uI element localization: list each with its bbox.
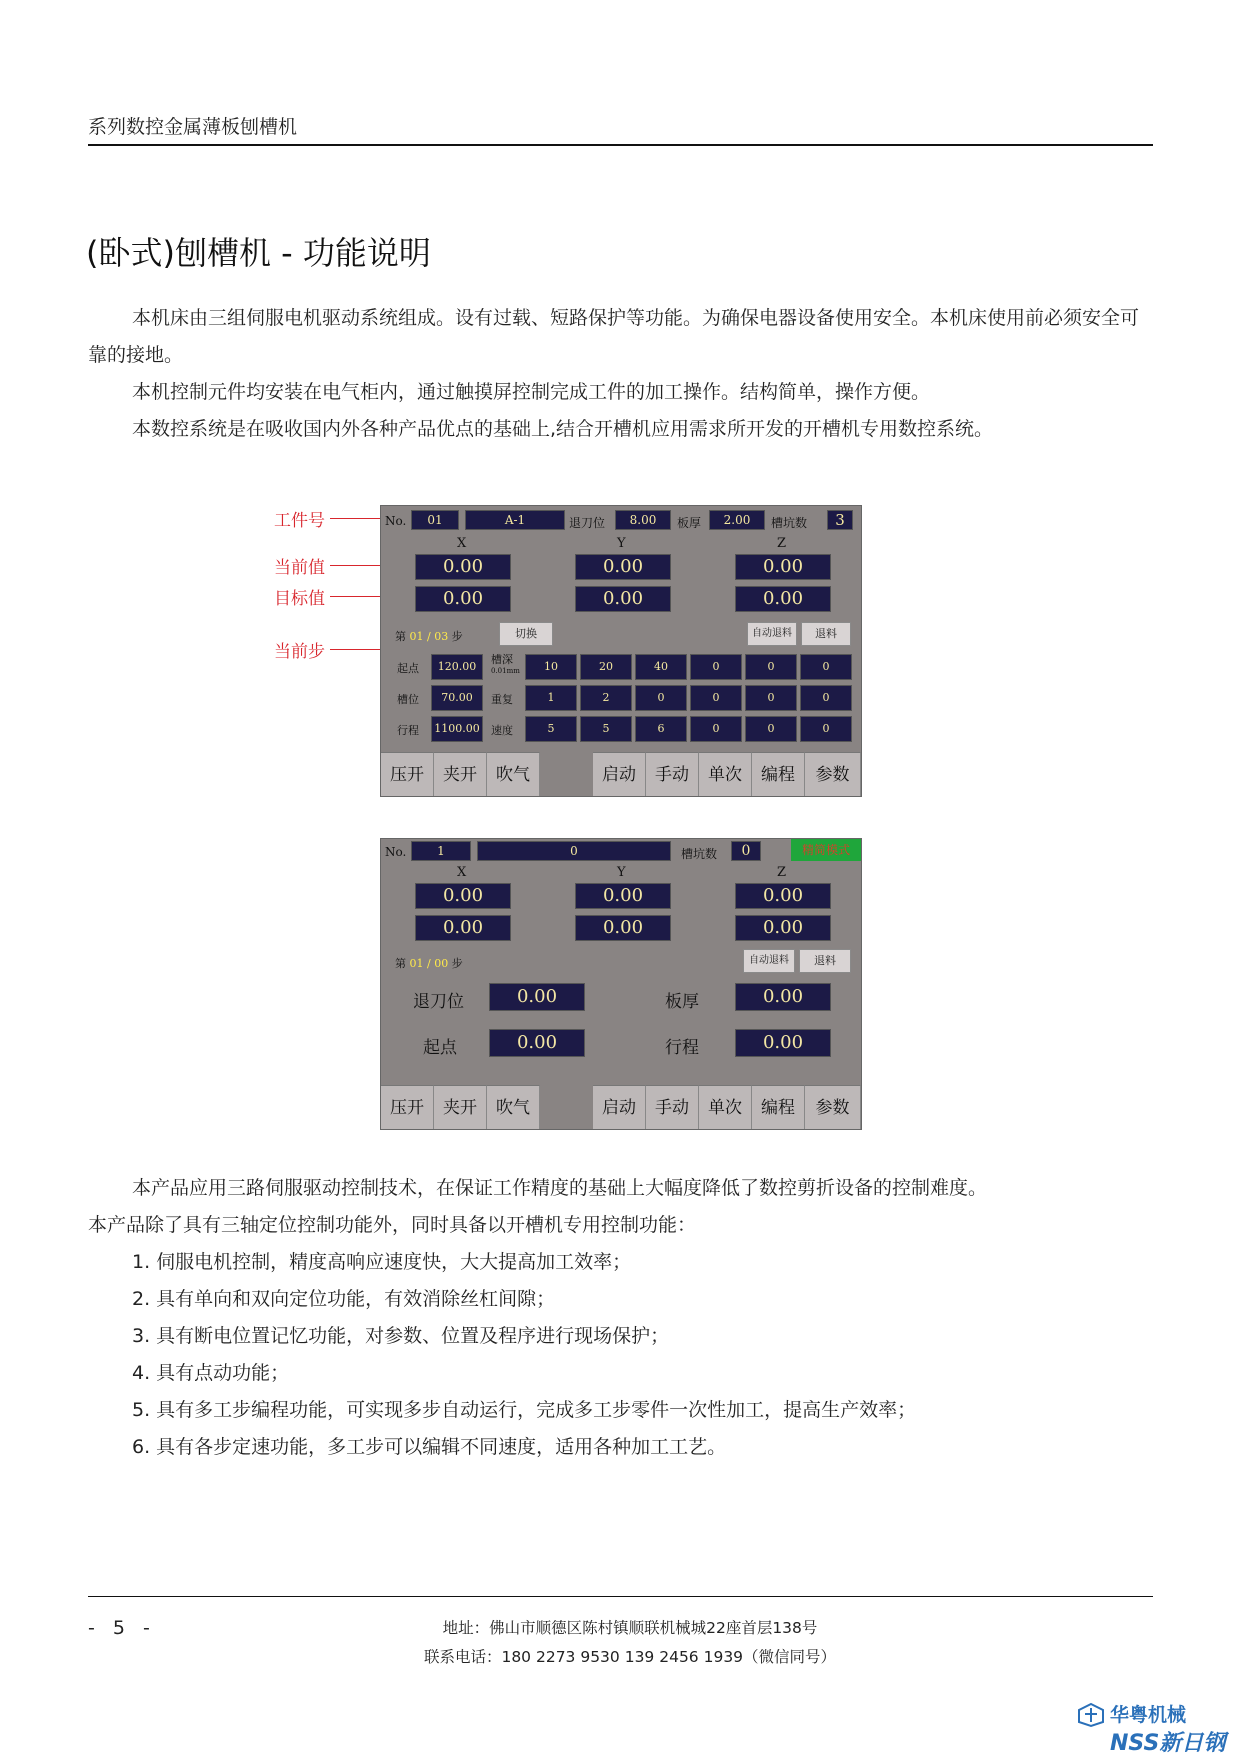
no-label: No. <box>385 845 407 859</box>
annotation-line <box>330 518 380 519</box>
travel-label: 行程 <box>665 1038 699 1058</box>
auto-retreat-button[interactable]: 自动退料 <box>747 622 797 646</box>
annotation-step: 当前步 <box>274 642 325 662</box>
switch-button[interactable]: 切换 <box>499 622 553 646</box>
axis-y-label: Y <box>617 536 626 551</box>
thickness-label: 板厚 <box>665 992 699 1012</box>
clamp-open-button[interactable]: 夹开 <box>434 752 487 796</box>
speed-cell[interactable]: 0 <box>800 716 852 742</box>
start-field[interactable]: 120.00 <box>431 654 483 680</box>
retract-field[interactable]: 8.00 <box>615 510 671 530</box>
retreat-button[interactable]: 退料 <box>801 622 851 646</box>
grooves-label: 槽坑数 <box>681 847 718 861</box>
slot-field[interactable]: 70.00 <box>431 685 483 711</box>
grooves-field[interactable]: 3 <box>827 510 853 530</box>
depth-unit: 0.01mm <box>491 667 520 675</box>
page-number: - 5 - <box>88 1617 156 1639</box>
company-logo-icon <box>1076 1702 1106 1728</box>
target-x[interactable]: 0.00 <box>415 586 511 612</box>
repeat-cell[interactable]: 0 <box>635 685 687 711</box>
axis-z-label: Z <box>777 865 787 880</box>
manual-button[interactable]: 手动 <box>646 1085 699 1129</box>
travel-field[interactable]: 1100.00 <box>431 716 483 742</box>
single-button[interactable]: 单次 <box>699 752 752 796</box>
speed-cell[interactable]: 0 <box>690 716 742 742</box>
speed-cell[interactable]: 5 <box>525 716 577 742</box>
step-indicator: 第 01 / 00 步 <box>395 957 463 970</box>
target-y[interactable]: 0.00 <box>575 586 671 612</box>
current-y: 0.00 <box>575 883 671 909</box>
feature-item: 5. 具有多工步编程功能，可实现多步自动运行，完成多工步零件一次性加工，提高生产效率； <box>132 1399 917 1421</box>
header-divider <box>88 144 1153 146</box>
workpiece-no-field[interactable]: 1 <box>411 841 471 861</box>
parameter-button[interactable]: 参数 <box>805 752 861 796</box>
retreat-button[interactable]: 退料 <box>799 949 851 973</box>
speed-label: 速度 <box>491 724 513 737</box>
repeat-cell[interactable]: 0 <box>800 685 852 711</box>
program-button[interactable]: 编程 <box>752 1085 805 1129</box>
start-button[interactable]: 启动 <box>593 752 646 796</box>
depth-cell[interactable]: 10 <box>525 654 577 680</box>
feature-item: 6. 具有各步定速功能，多工步可以编辑不同速度，适用各种加工工艺。 <box>132 1436 727 1458</box>
footer-address: 地址：佛山市顺德区陈村镇顺联机械城22座首层138号 <box>442 1619 818 1637</box>
target-y[interactable]: 0.00 <box>575 915 671 941</box>
press-open-button[interactable]: 压开 <box>381 752 434 796</box>
footer-divider <box>88 1596 1153 1597</box>
retract-label: 退刀位 <box>413 992 464 1012</box>
body-paragraph-1: 本产品应用三路伺服驱动控制技术，在保证工作精度的基础上大幅度降低了数控剪折设备的控制难度。 <box>132 1177 988 1199</box>
feature-item: 2. 具有单向和双向定位功能，有效消除丝杠间隙； <box>132 1288 556 1310</box>
feature-item: 4. 具有点动功能； <box>132 1362 290 1384</box>
repeat-cell[interactable]: 0 <box>690 685 742 711</box>
company-logo-cn: 华粤机械 <box>1110 1704 1187 1726</box>
simple-mode-badge[interactable]: 精简模式 <box>791 839 861 861</box>
section-title: (卧式)刨槽机 - 功能说明 <box>86 234 431 272</box>
current-x: 0.00 <box>415 554 511 580</box>
grooves-field[interactable]: 0 <box>731 841 761 861</box>
company-logo-en: NSS新日钢 <box>1110 1731 1226 1756</box>
travel-field[interactable]: 0.00 <box>735 1029 831 1057</box>
slot-label: 槽位 <box>397 693 419 706</box>
annotation-current: 当前值 <box>274 558 325 578</box>
target-z[interactable]: 0.00 <box>735 915 831 941</box>
speed-cell[interactable]: 0 <box>745 716 797 742</box>
travel-label: 行程 <box>397 724 419 737</box>
repeat-cell[interactable]: 0 <box>745 685 797 711</box>
intro-paragraph-2: 本机控制元件均安装在电气柜内，通过触摸屏控制完成工件的加工操作。结构简单，操作方便。 <box>132 381 931 403</box>
parameter-button[interactable]: 参数 <box>805 1085 861 1129</box>
footer-phone: 联系电话：180 2273 9530 139 2456 1939（微信同号） <box>423 1648 837 1666</box>
clamp-open-button[interactable]: 夹开 <box>434 1085 487 1129</box>
workpiece-no-field[interactable]: 01 <box>411 510 459 530</box>
press-open-button[interactable]: 压开 <box>381 1085 434 1129</box>
repeat-cell[interactable]: 1 <box>525 685 577 711</box>
retract-label: 退刀位 <box>569 516 606 530</box>
start-label: 起点 <box>397 662 419 675</box>
hmi-screen-main <box>380 505 862 797</box>
thickness-label: 板厚 <box>677 516 702 530</box>
annotation-line <box>330 649 384 650</box>
hmi-screen-simple <box>380 838 862 1130</box>
intro-paragraph-3: 本数控系统是在吸收国内外各种产品优点的基础上,结合开槽机应用需求所开发的开槽机专用数控系统。 <box>132 418 994 440</box>
intro-paragraph-1: 本机床由三组伺服电机驱动系统组成。设有过载、短路保护等功能。为确保电器设备使用安全。本机床使用前必须安全可靠的接地。 <box>88 307 1140 366</box>
depth-cell[interactable]: 0 <box>745 654 797 680</box>
retract-field[interactable]: 0.00 <box>489 983 585 1011</box>
single-button[interactable]: 单次 <box>699 1085 752 1129</box>
grooves-label: 槽坑数 <box>771 516 808 530</box>
air-blow-button[interactable]: 吹气 <box>487 752 540 796</box>
program-button[interactable]: 编程 <box>752 752 805 796</box>
body-paragraph-2: 本产品除了具有三轴定位控制功能外，同时具备以开槽机专用控制功能： <box>88 1214 697 1236</box>
repeat-label: 重复 <box>491 693 513 706</box>
workpiece-name-field[interactable]: A-1 <box>465 510 565 530</box>
target-x[interactable]: 0.00 <box>415 915 511 941</box>
feature-item: 1. 伺服电机控制，精度高响应速度快，大大提高加工效率； <box>132 1251 632 1273</box>
repeat-cell[interactable]: 2 <box>580 685 632 711</box>
thickness-field[interactable]: 0.00 <box>735 983 831 1011</box>
current-z: 0.00 <box>735 554 831 580</box>
auto-retreat-button[interactable]: 自动退料 <box>743 949 795 973</box>
speed-cell[interactable]: 6 <box>635 716 687 742</box>
speed-cell[interactable]: 5 <box>580 716 632 742</box>
manual-button[interactable]: 手动 <box>646 752 699 796</box>
start-field[interactable]: 0.00 <box>489 1029 585 1057</box>
axis-x-label: X <box>457 536 467 551</box>
axis-x-label: X <box>457 865 467 880</box>
start-label: 起点 <box>423 1038 457 1058</box>
document-header-title: 系列数控金属薄板刨槽机 <box>88 116 298 138</box>
current-z: 0.00 <box>735 883 831 909</box>
workpiece-name-field[interactable]: 0 <box>477 841 671 861</box>
depth-cell[interactable]: 0 <box>800 654 852 680</box>
axis-y-label: Y <box>617 865 626 880</box>
annotation-target: 目标值 <box>274 589 325 609</box>
target-z[interactable]: 0.00 <box>735 586 831 612</box>
thickness-field[interactable]: 2.00 <box>709 510 765 530</box>
air-blow-button[interactable]: 吹气 <box>487 1085 540 1129</box>
depth-cell[interactable]: 0 <box>690 654 742 680</box>
step-indicator: 第 01 / 03 步 <box>395 630 463 643</box>
no-label: No. <box>385 514 407 528</box>
depth-cell[interactable]: 20 <box>580 654 632 680</box>
depth-label: 槽深 <box>491 653 513 666</box>
footer-contact <box>400 1614 860 1672</box>
annotation-workpiece: 工件号 <box>274 511 325 531</box>
start-button[interactable]: 启动 <box>593 1085 646 1129</box>
current-y: 0.00 <box>575 554 671 580</box>
depth-cell[interactable]: 40 <box>635 654 687 680</box>
axis-z-label: Z <box>777 536 787 551</box>
feature-item: 3. 具有断电位置记忆功能，对参数、位置及程序进行现场保护； <box>132 1325 670 1347</box>
current-x: 0.00 <box>415 883 511 909</box>
